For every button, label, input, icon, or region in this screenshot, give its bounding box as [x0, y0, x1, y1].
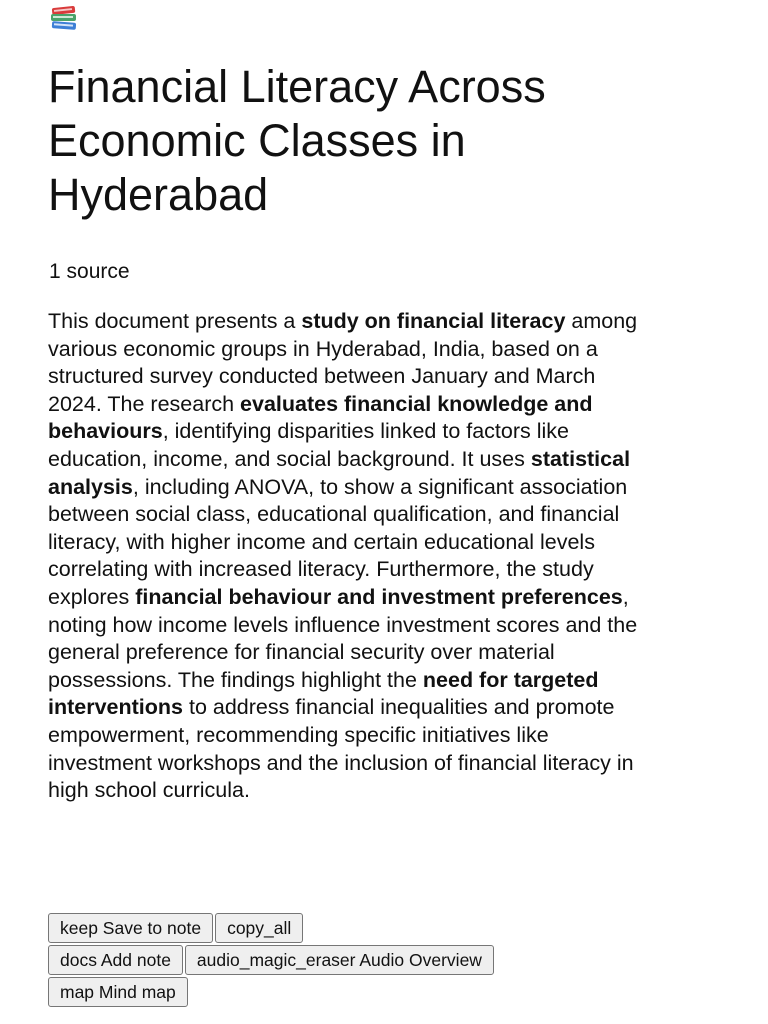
summary-segment: to address financial inequalities and promote empowerment, recommending specific initiatives like investment workshops and the inclusion of financial literacy in high school curricula.	[48, 695, 634, 803]
summary-highlight: study on financial literacy	[301, 309, 566, 333]
summary-highlight: financial behaviour and investment preferences	[135, 584, 623, 609]
summary-highlight: evaluates financial knowledge and behaviours	[48, 391, 593, 444]
action-row	[48, 945, 688, 975]
action-row	[48, 913, 688, 943]
page-title: Financial Literacy Across Economic Classes in Hyderabad	[48, 61, 546, 220]
summary-segment: among various economic groups in Hyderabad, India, based on a structured survey conducted between January and March 2024. The research	[48, 309, 638, 416]
books-icon	[49, 4, 79, 32]
summary-highlight: need for targeted interventions	[48, 667, 599, 720]
save-to-note-button[interactable]: keep Save to note	[48, 913, 213, 943]
summary-segment: , including ANOVA, to show a significant association between social class, educational qualification, and financial literacy, with higher income and certain educational levels correlating with increased literacy. Furthermore, the study explores	[48, 474, 628, 609]
summary-text	[48, 308, 648, 805]
summary-segment: , identifying disparities linked to factors like education, income, and social background. It uses	[48, 419, 570, 471]
summary-segment: This document presents a	[48, 309, 302, 333]
source-count: 1 source	[49, 260, 130, 283]
copy-all-button[interactable]: copy_all	[215, 913, 303, 943]
summary-segment: , noting how income levels influence investment scores and the general preference for financial security over material possessions. The findings highlight the	[48, 584, 638, 692]
audio-overview-button[interactable]: audio_magic_eraser Audio Overview	[185, 945, 494, 975]
add-note-button[interactable]: docs Add note	[48, 945, 183, 975]
action-buttons	[48, 913, 688, 1009]
summary-highlight: statistical analysis	[48, 446, 631, 499]
action-row	[48, 977, 688, 1007]
mind-map-button[interactable]: map Mind map	[48, 977, 188, 1007]
